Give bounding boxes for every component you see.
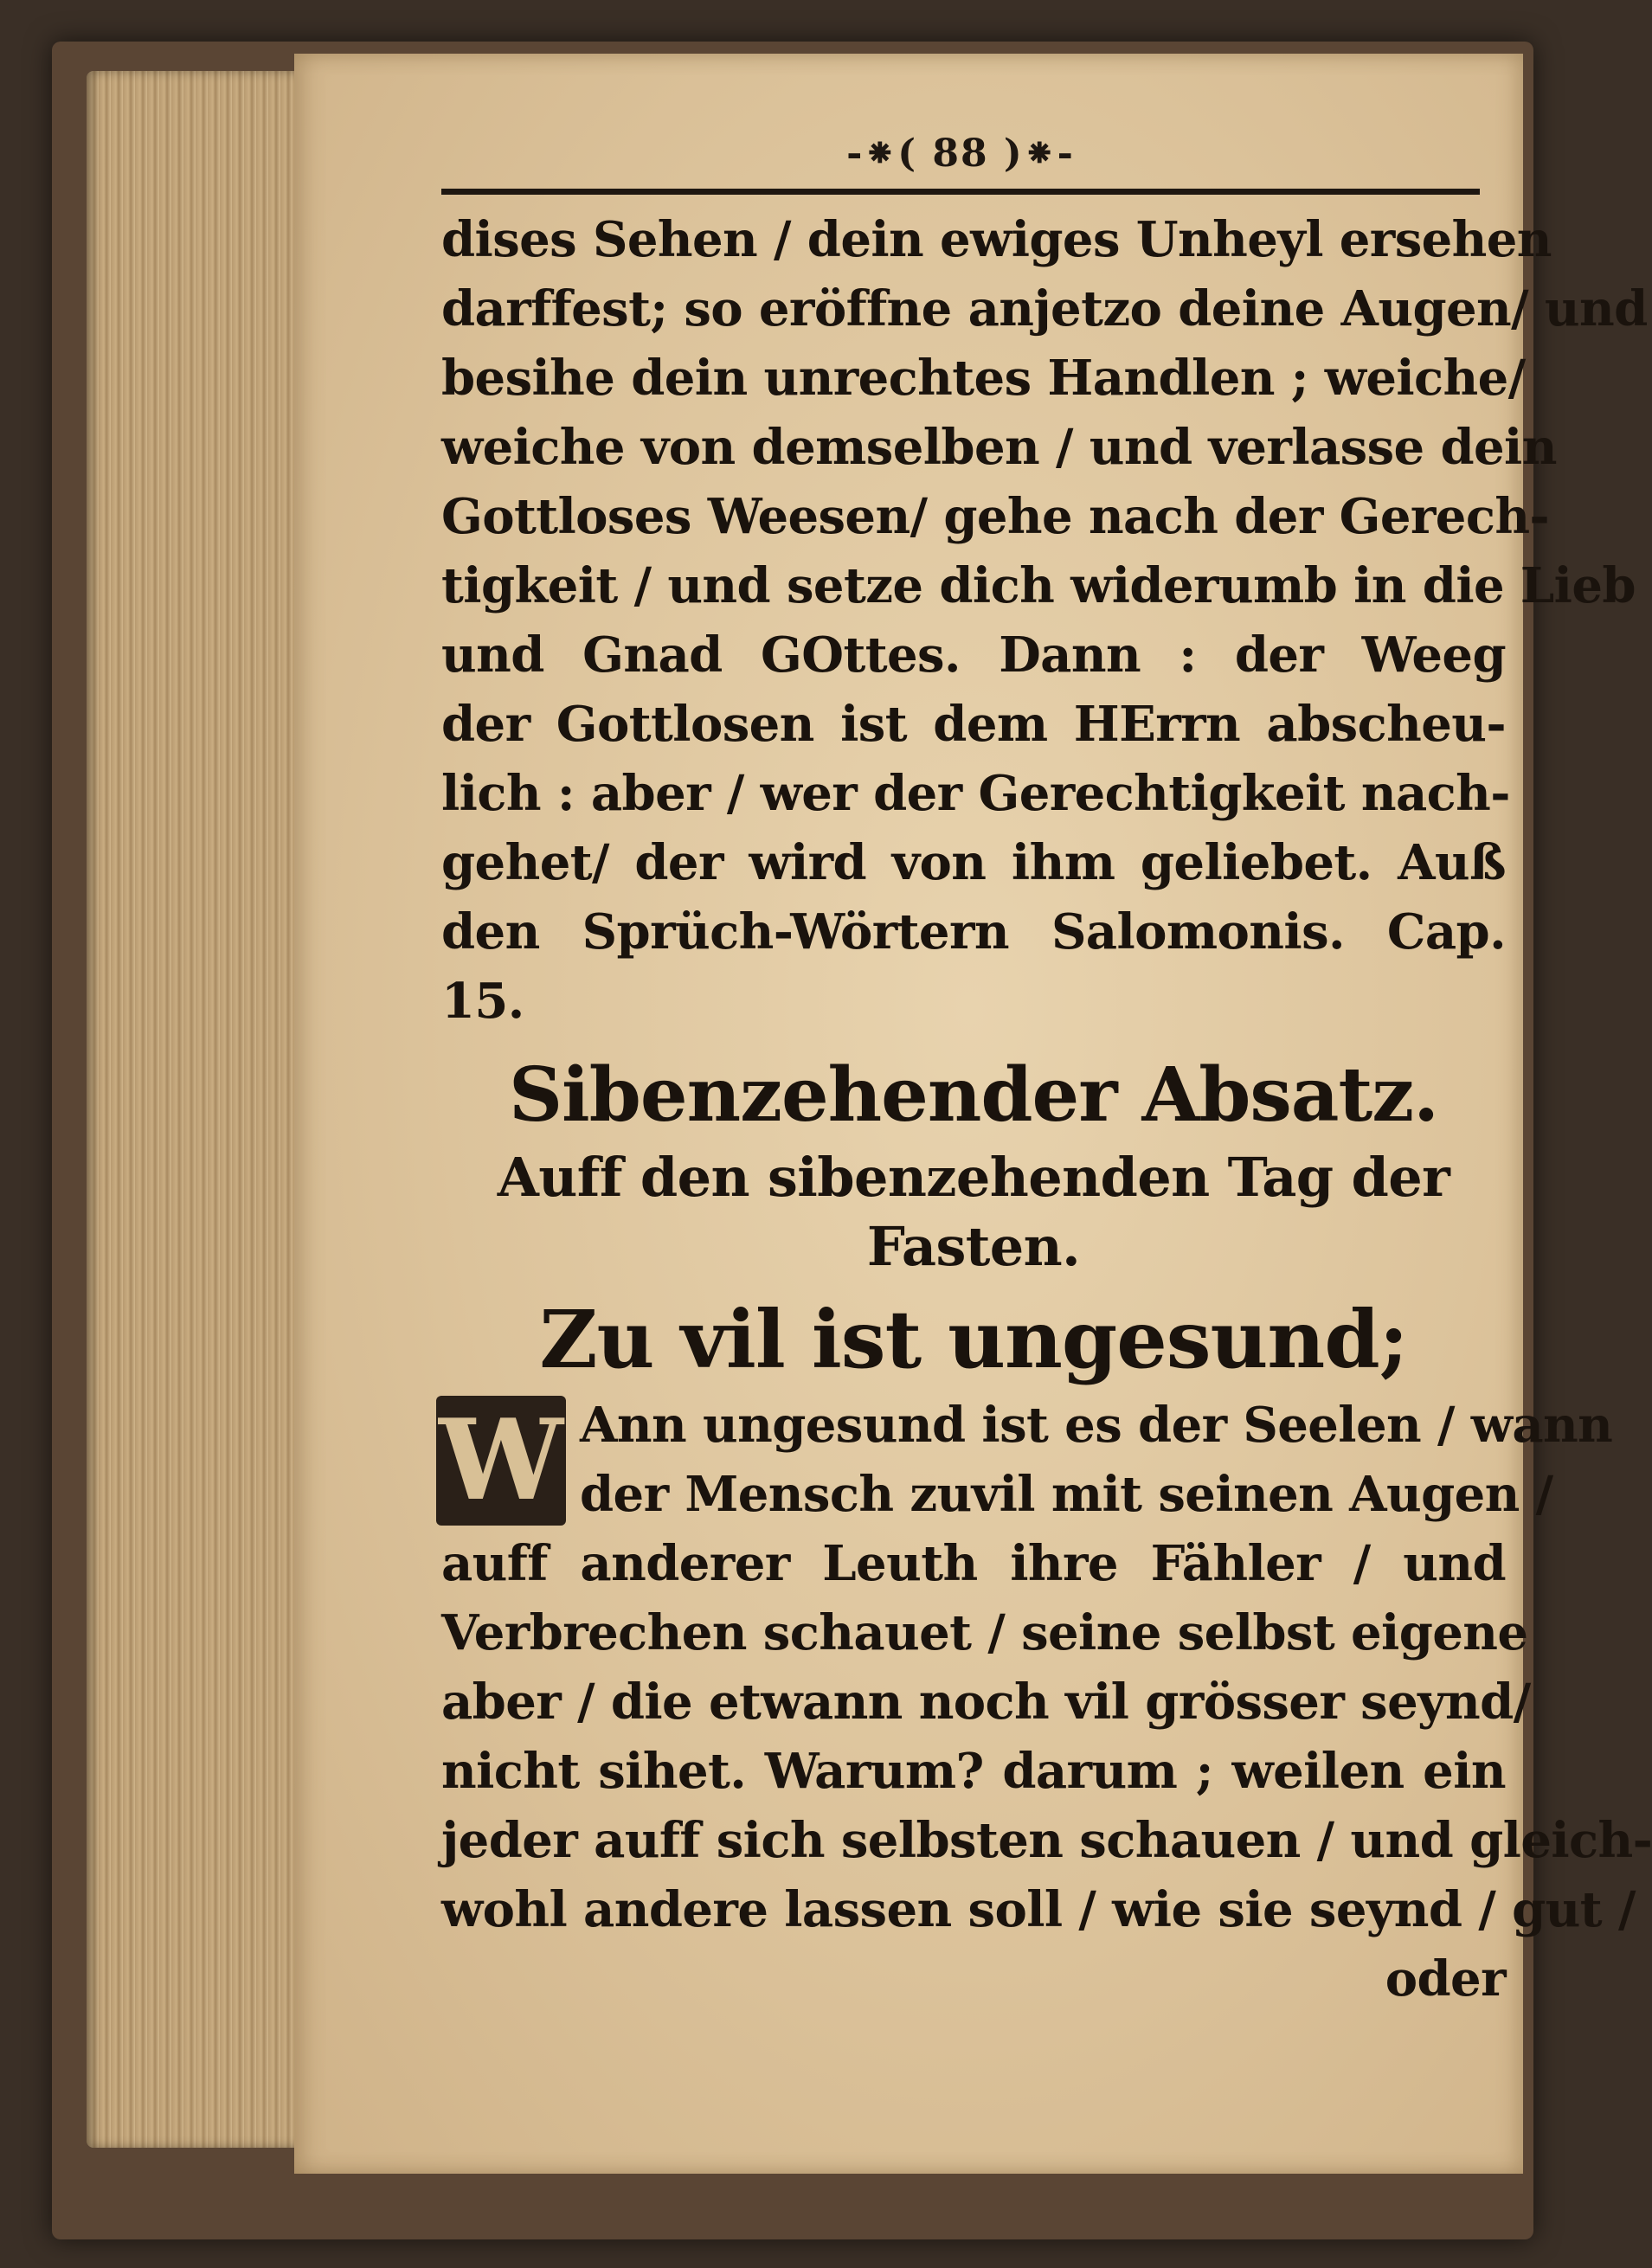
paragraph (439, 1391, 1652, 2014)
text-line: Ann ungesund ist es der Seelen / wann (580, 1397, 1613, 1454)
section-title: Sibenzehender Absatz. (508, 1051, 1439, 1139)
text-line: wohl andere lassen soll / wie sie seynd / gut / (441, 1881, 1636, 1938)
text-line: den Sprüch-Wörtern Salomonis. Cap. (441, 903, 1506, 961)
text-line: dises Sehen / dein ewiges Unheyl ersehen (441, 211, 1552, 268)
text-line: besihe dein unrechtes Handlen ; weiche/ (441, 350, 1526, 407)
book-page (294, 54, 1652, 2174)
catchword: oder (1385, 1950, 1506, 2008)
section-motto: Zu vil ist ungesund; (539, 1293, 1408, 1386)
text-line: tigkeit / und setze dich widerumb in die Lieb (441, 557, 1636, 614)
head-rule (441, 189, 1480, 202)
text-line: der Gottlosen ist dem HErrn abscheu- (441, 696, 1506, 753)
page-edges (87, 71, 312, 2148)
text-line: auff anderer Leuth ihre Fähler / und (441, 1535, 1506, 1592)
text-line: der Mensch zuvil mit seinen Augen / (580, 1466, 1553, 1523)
text-line: aber / die etwann noch vil grösser seynd/ (441, 1674, 1531, 1731)
section-subtitle: Fasten. (866, 1215, 1081, 1278)
text-line-last: 15. (441, 973, 524, 1030)
text-line: Verbrechen schauet / seine selbst eigene (441, 1604, 1528, 1661)
drop-cap-initial: W (436, 1396, 566, 1526)
text-line: nicht sihet. Warum? darum ; weilen ein (441, 1743, 1506, 1800)
section-subtitle: Auff den sibenzehenden Tag der (497, 1146, 1450, 1209)
text-line: darffest; so eröffne anjetzo deine Augen/ und (441, 280, 1648, 337)
text-line: Gottloses Weesen/ gehe nach der Gerech- (441, 488, 1550, 545)
text-line: gehet/ der wird von ihm geliebet. Auß (441, 834, 1506, 891)
text-line: und Gnad GOttes. Dann : der Weeg (441, 626, 1506, 684)
running-head (441, 132, 1480, 201)
text-line: jeder auff sich selbsten schauen / und gleich- (441, 1812, 1652, 1869)
text-block (439, 205, 1652, 2014)
text-line: weiche von demselben / und verlasse dein (441, 419, 1557, 476)
page-number: -⁕( 88 )⁕- (846, 132, 1075, 176)
text-line: lich : aber / wer der Gerechtigkeit nach- (441, 765, 1510, 822)
